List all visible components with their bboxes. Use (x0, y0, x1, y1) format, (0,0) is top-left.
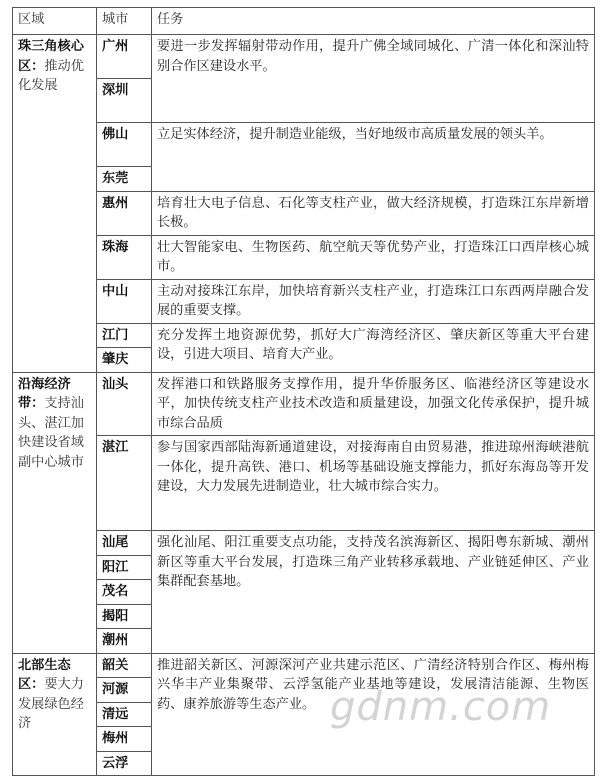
city-chaozhou: 潮州 (97, 629, 152, 654)
city-zhuhai: 珠海 (97, 235, 152, 279)
city-dongguan: 东莞 (97, 167, 152, 192)
header-task: 任务 (152, 8, 595, 35)
task-foshan-dongguan: 立足实体经济，提升制造业能级，当好地级市高质量发展的领头羊。 (152, 123, 595, 192)
header-city: 城市 (97, 8, 152, 35)
task-guangzhou-shenzhen: 要进一步发挥辐射带动作用，提升广佛全域同城化、广清一体化和深汕特别合作区建设水平。 (152, 35, 595, 123)
city-heyuan: 河源 (97, 678, 152, 703)
city-guangzhou: 广州 (97, 35, 152, 79)
city-zhongshan: 中山 (97, 279, 152, 323)
task-huizhou: 培育壮大电子信息、石化等支柱产业，做大经济规模，打造珠江东岸新增长极。 (152, 191, 595, 235)
city-yunfu: 云浮 (97, 751, 152, 776)
city-yangjiang: 阳江 (97, 555, 152, 580)
region-coastal: 沿海经济带：支持汕头、湛江加快建设省域副中心城市 (13, 372, 97, 653)
development-table (12, 7, 595, 776)
city-jieyang: 揭阳 (97, 604, 152, 629)
city-qingyuan: 清远 (97, 702, 152, 727)
city-zhanjiang: 湛江 (97, 436, 152, 531)
city-shenzhen: 深圳 (97, 79, 152, 123)
city-shantou: 汕头 (97, 372, 152, 436)
city-zhaoqing: 肇庆 (97, 348, 152, 373)
task-north-cities: 推进韶关新区、河源深河产业共建示范区、广清经济特别合作区、梅州梅兴华丰产业集聚带、云浮氢能产业基地等建设，发展清洁能源、生物医药、康养旅游等生态产业。 (152, 653, 595, 776)
city-shaoguan: 韶关 (97, 653, 152, 678)
city-huizhou: 惠州 (97, 191, 152, 235)
task-zhuhai: 壮大智能家电、生物医药、航空航天等优势产业，打造珠江口西岸核心城市。 (152, 235, 595, 279)
task-zhongshan: 主动对接珠江东岸，加快培育新兴支柱产业，打造珠江口东西两岸融合发展的重要支撑。 (152, 279, 595, 323)
task-zhanjiang: 参与国家西部陆海新通道建设，对接海南自由贸易港，推进琼州海峡港航一体化，提升高铁、港口、机场等基础设施支撑能力，抓好东海岛等开发建设，大力发展先进制造业，壮大城市综合实力。 (152, 436, 595, 531)
task-coastal-cities: 强化汕尾、阳江重要支点功能，支持茂名滨海新区、揭阳粤东新城、潮州新区等重大平台发展，打造珠三角产业转移承载地、产业链延伸区、产业集群配套基地。 (152, 531, 595, 654)
region-prd: 珠三角核心区：推动优化发展 (13, 35, 97, 373)
watermark: gdnm.com (330, 684, 552, 730)
task-jiangmen-zhaoqing: 充分发挥土地资源优势，抓好大广海湾经济区、肇庆新区等重大平台建设，引进大项目、培育大产业。 (152, 323, 595, 372)
city-maoming: 茂名 (97, 580, 152, 605)
header-region: 区域 (13, 8, 97, 35)
region-north: 北部生态区：要大力发展绿色经济 (13, 653, 97, 776)
city-meizhou: 梅州 (97, 727, 152, 752)
city-foshan: 佛山 (97, 123, 152, 167)
city-shanwei: 汕尾 (97, 531, 152, 556)
task-shantou: 发挥港口和铁路服务支撑作用，提升华侨服务区、临港经济区等建设水平，加快传统支柱产业技术改造和质量建设，加强文化传承保护，提升城市综合品质 (152, 372, 595, 436)
city-jiangmen: 江门 (97, 323, 152, 348)
